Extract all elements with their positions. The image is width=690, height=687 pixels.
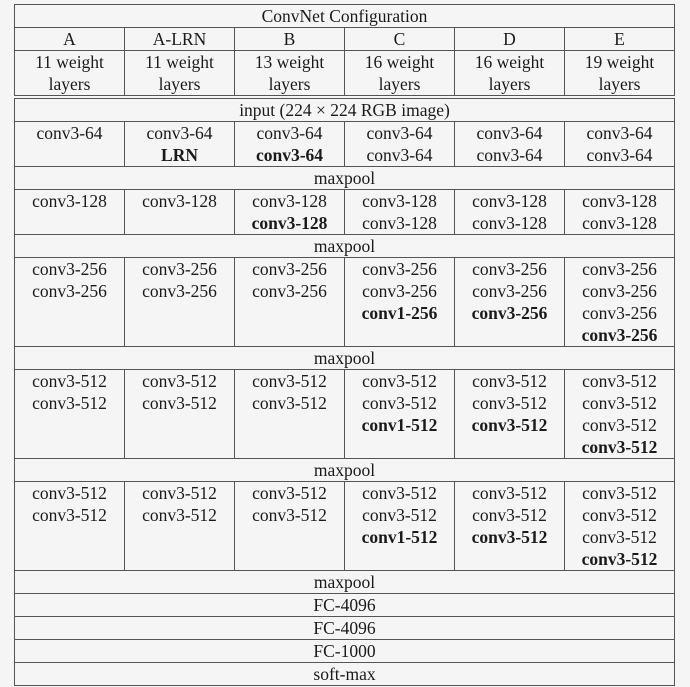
layer-entry: conv3-512 bbox=[471, 415, 548, 435]
layer-cell bbox=[15, 258, 125, 347]
layer-block-row bbox=[15, 370, 675, 459]
layer-cell bbox=[565, 190, 675, 235]
layer-cell bbox=[15, 190, 125, 235]
maxpool-label-row bbox=[15, 167, 675, 190]
layer-entry: conv3-64 bbox=[255, 145, 324, 165]
maxpool-label-row bbox=[15, 459, 675, 482]
maxpool-label: maxpool bbox=[15, 235, 675, 258]
fc-layer-label-row bbox=[15, 663, 675, 686]
layer-entry: conv1-512 bbox=[361, 415, 438, 435]
layer-count-line: 11 weight bbox=[145, 52, 214, 72]
layer-entry: conv3-512 bbox=[472, 505, 547, 525]
layer-block-row bbox=[15, 190, 675, 235]
layer-entry: conv3-256 bbox=[582, 281, 657, 301]
maxpool-label: maxpool bbox=[15, 459, 675, 482]
layer-entry: conv3-256 bbox=[581, 325, 658, 345]
layer-entry: conv3-256 bbox=[472, 281, 547, 301]
layer-entry: conv3-128 bbox=[472, 191, 547, 211]
input-label-row bbox=[15, 97, 675, 122]
layer-entry: conv3-256 bbox=[362, 259, 437, 279]
layer-cell bbox=[235, 122, 345, 167]
layer-entry: conv3-64 bbox=[36, 123, 103, 143]
layer-entry: conv3-512 bbox=[32, 483, 107, 503]
layer-entry: conv3-512 bbox=[471, 527, 548, 547]
layer-entry: conv3-512 bbox=[582, 505, 657, 525]
fc-layer-label-row bbox=[15, 594, 675, 617]
layer-entry: conv3-512 bbox=[582, 527, 657, 547]
layer-entry: conv3-128 bbox=[251, 213, 328, 233]
maxpool-label-row bbox=[15, 235, 675, 258]
layer-entry: conv3-128 bbox=[32, 191, 107, 211]
title-row bbox=[15, 5, 675, 28]
config-layer-count bbox=[125, 51, 235, 98]
layer-cell bbox=[455, 122, 565, 167]
layer-entry: conv3-512 bbox=[252, 505, 327, 525]
config-name: D bbox=[455, 28, 565, 51]
layer-cell bbox=[455, 482, 565, 571]
maxpool-label-row bbox=[15, 347, 675, 370]
layer-count-line: layers bbox=[48, 74, 91, 94]
config-name: E bbox=[565, 28, 675, 51]
layer-cell bbox=[125, 370, 235, 459]
layer-count-line: 19 weight bbox=[584, 52, 655, 72]
layer-entry: conv3-64 bbox=[586, 123, 653, 143]
layer-entry: conv3-512 bbox=[582, 483, 657, 503]
layer-cell bbox=[235, 482, 345, 571]
config-layer-count bbox=[235, 51, 345, 98]
layer-entry: conv3-512 bbox=[472, 483, 547, 503]
layer-entry: conv3-512 bbox=[362, 483, 437, 503]
layer-entry: conv3-256 bbox=[32, 259, 107, 279]
layer-entry: conv3-256 bbox=[471, 303, 548, 323]
layer-entry: conv3-512 bbox=[581, 437, 658, 457]
layer-entry: conv1-256 bbox=[361, 303, 438, 323]
maxpool-label: maxpool bbox=[15, 167, 675, 190]
layer-count-line: 11 weight bbox=[35, 52, 104, 72]
maxpool-label-row bbox=[15, 571, 675, 594]
layer-cell bbox=[235, 370, 345, 459]
layer-cell bbox=[345, 258, 455, 347]
config-layer-count bbox=[565, 51, 675, 98]
layer-entry: conv3-512 bbox=[32, 393, 107, 413]
layer-cell bbox=[455, 370, 565, 459]
layer-entry: conv3-512 bbox=[582, 371, 657, 391]
table-body bbox=[15, 5, 675, 686]
convnet-config-table bbox=[14, 4, 675, 686]
layer-entry: conv1-512 bbox=[361, 527, 438, 547]
layer-entry: conv3-64 bbox=[366, 123, 433, 143]
maxpool-label: maxpool bbox=[15, 347, 675, 370]
layer-entry: conv3-512 bbox=[472, 393, 547, 413]
layer-block-row bbox=[15, 122, 675, 167]
config-layers-row bbox=[15, 51, 675, 98]
layer-entry: conv3-128 bbox=[252, 191, 327, 211]
table-title: ConvNet Configuration bbox=[15, 5, 675, 28]
layer-entry: conv3-64 bbox=[366, 145, 433, 165]
layer-block-row bbox=[15, 258, 675, 347]
layer-cell bbox=[455, 258, 565, 347]
layer-cell bbox=[565, 258, 675, 347]
config-name: C bbox=[345, 28, 455, 51]
layer-cell bbox=[235, 190, 345, 235]
layer-entry: conv3-512 bbox=[362, 371, 437, 391]
layer-entry: conv3-64 bbox=[476, 123, 543, 143]
maxpool-label: maxpool bbox=[15, 571, 675, 594]
layer-cell bbox=[345, 190, 455, 235]
layer-entry: conv3-512 bbox=[142, 371, 217, 391]
layer-entry: conv3-128 bbox=[582, 213, 657, 233]
layer-entry: conv3-512 bbox=[472, 371, 547, 391]
layer-entry: conv3-512 bbox=[362, 393, 437, 413]
layer-entry: conv3-512 bbox=[582, 393, 657, 413]
layer-entry: conv3-512 bbox=[32, 505, 107, 525]
layer-count-line: layers bbox=[268, 74, 311, 94]
layer-entry: conv3-256 bbox=[472, 259, 547, 279]
layer-count-line: layers bbox=[158, 74, 201, 94]
layer-cell bbox=[565, 370, 675, 459]
layer-entry: conv3-512 bbox=[252, 393, 327, 413]
layer-entry: conv3-512 bbox=[582, 415, 657, 435]
layer-entry: conv3-256 bbox=[32, 281, 107, 301]
layer-cell bbox=[125, 258, 235, 347]
layer-count-line: 13 weight bbox=[254, 52, 325, 72]
layer-cell bbox=[345, 482, 455, 571]
input-label: input (224 × 224 RGB image) bbox=[15, 97, 675, 122]
layer-entry: conv3-512 bbox=[32, 371, 107, 391]
fc-layer-label: FC-1000 bbox=[15, 640, 675, 663]
layer-entry: conv3-512 bbox=[142, 505, 217, 525]
fc-layer-label-row bbox=[15, 617, 675, 640]
layer-entry: conv3-128 bbox=[362, 213, 437, 233]
config-name-row bbox=[15, 28, 675, 51]
layer-entry: conv3-512 bbox=[581, 549, 658, 569]
layer-cell bbox=[565, 482, 675, 571]
layer-entry: conv3-64 bbox=[476, 145, 543, 165]
layer-count-line: 16 weight bbox=[364, 52, 435, 72]
layer-entry: LRN bbox=[161, 145, 198, 165]
layer-cell bbox=[15, 122, 125, 167]
layer-cell bbox=[455, 190, 565, 235]
layer-cell bbox=[125, 122, 235, 167]
fc-layer-label-row bbox=[15, 640, 675, 663]
layer-count-line: layers bbox=[488, 74, 531, 94]
layer-count-line: 16 weight bbox=[474, 52, 545, 72]
layer-entry: conv3-128 bbox=[362, 191, 437, 211]
layer-count-line: layers bbox=[598, 74, 641, 94]
layer-entry: conv3-512 bbox=[252, 483, 327, 503]
layer-cell bbox=[125, 482, 235, 571]
fc-layer-label: soft-max bbox=[15, 663, 675, 686]
fc-layer-label: FC-4096 bbox=[15, 617, 675, 640]
layer-entry: conv3-256 bbox=[252, 281, 327, 301]
config-layer-count bbox=[15, 51, 125, 98]
layer-entry: conv3-64 bbox=[586, 145, 653, 165]
layer-entry: conv3-256 bbox=[582, 303, 657, 323]
layer-entry: conv3-64 bbox=[256, 123, 323, 143]
config-name: A-LRN bbox=[125, 28, 235, 51]
config-layer-count bbox=[345, 51, 455, 98]
config-name: A bbox=[15, 28, 125, 51]
fc-layer-label: FC-4096 bbox=[15, 594, 675, 617]
config-name: B bbox=[235, 28, 345, 51]
layer-entry: conv3-128 bbox=[472, 213, 547, 233]
layer-entry: conv3-128 bbox=[142, 191, 217, 211]
layer-cell bbox=[125, 190, 235, 235]
layer-entry: conv3-256 bbox=[582, 259, 657, 279]
layer-entry: conv3-256 bbox=[252, 259, 327, 279]
convnet-config-table-frame bbox=[14, 4, 675, 685]
layer-block-row bbox=[15, 482, 675, 571]
layer-entry: conv3-64 bbox=[146, 123, 213, 143]
layer-entry: conv3-128 bbox=[582, 191, 657, 211]
layer-cell bbox=[15, 482, 125, 571]
layer-entry: conv3-512 bbox=[142, 483, 217, 503]
layer-entry: conv3-512 bbox=[142, 393, 217, 413]
layer-entry: conv3-512 bbox=[362, 505, 437, 525]
layer-cell bbox=[345, 370, 455, 459]
layer-cell bbox=[235, 258, 345, 347]
config-layer-count bbox=[455, 51, 565, 98]
layer-entry: conv3-256 bbox=[142, 259, 217, 279]
layer-entry: conv3-512 bbox=[252, 371, 327, 391]
layer-count-line: layers bbox=[378, 74, 421, 94]
layer-entry: conv3-256 bbox=[142, 281, 217, 301]
layer-cell bbox=[15, 370, 125, 459]
layer-entry: conv3-256 bbox=[362, 281, 437, 301]
layer-cell bbox=[345, 122, 455, 167]
layer-cell bbox=[565, 122, 675, 167]
